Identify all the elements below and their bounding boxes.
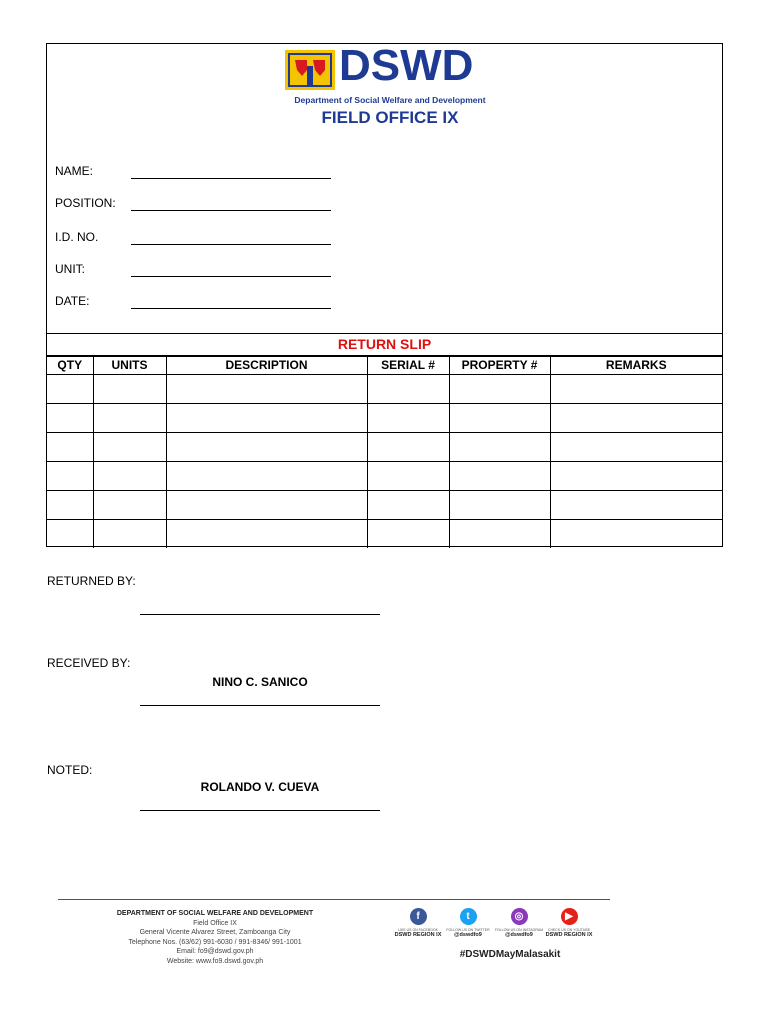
- dswd-emblem-icon: [285, 50, 335, 90]
- returned-by-signature-line[interactable]: [140, 614, 380, 615]
- table-cell[interactable]: [47, 462, 93, 491]
- facebook-icon: f: [410, 908, 427, 925]
- table-cell[interactable]: [550, 491, 722, 520]
- items-table: [47, 355, 722, 548]
- dswd-logo: [285, 41, 495, 127]
- table-cell[interactable]: [550, 462, 722, 491]
- table-cell[interactable]: [166, 462, 367, 491]
- table-cell[interactable]: [166, 404, 367, 433]
- table-cell[interactable]: [449, 433, 550, 462]
- table-cell[interactable]: [93, 404, 166, 433]
- table-cell[interactable]: [550, 520, 722, 549]
- logo-subtitle: Department of Social Welfare and Development: [294, 95, 486, 105]
- table-row: [47, 462, 722, 491]
- table-header-row: [47, 356, 722, 375]
- noted-by-name: ROLANDO V. CUEVA: [200, 780, 320, 794]
- table-cell[interactable]: [449, 491, 550, 520]
- position-input-line[interactable]: [131, 210, 331, 211]
- field-name: [55, 164, 345, 184]
- table-cell[interactable]: [449, 404, 550, 433]
- table-cell[interactable]: [367, 375, 449, 404]
- table-cell[interactable]: [166, 520, 367, 549]
- footer-contact-info: [70, 909, 360, 967]
- table-cell[interactable]: [166, 491, 367, 520]
- table-cell[interactable]: [550, 404, 722, 433]
- date-input-line[interactable]: [131, 308, 331, 309]
- column-header-serial: SERIAL #: [367, 356, 449, 375]
- social-handle: DSWD REGION IX: [545, 932, 593, 938]
- table-cell[interactable]: [550, 375, 722, 404]
- footer-office: Field Office IX: [193, 919, 237, 927]
- social-handle: DSWD REGION IX: [394, 932, 442, 938]
- social-youtube[interactable]: [539, 908, 599, 939]
- logo-text: DSWD: [339, 41, 474, 90]
- field-date: [55, 294, 345, 314]
- field-unit: [55, 262, 345, 282]
- social-caption: LIKE US ON FACEBOOK: [398, 928, 438, 932]
- field-position: [55, 196, 345, 216]
- column-header-description: DESCRIPTION: [166, 356, 367, 375]
- table-cell[interactable]: [166, 375, 367, 404]
- footer-hashtag: #DSWDMayMalasakit: [459, 949, 561, 960]
- table-cell[interactable]: [93, 433, 166, 462]
- footer-telephone: Telephone Nos. (63/62) 991-6030 / 991-8346/ 991-1001: [128, 938, 302, 946]
- social-caption: FOLLOW US ON INSTAGRAM: [494, 928, 544, 932]
- table-row: [47, 520, 722, 549]
- instagram-icon: ◎: [511, 908, 528, 925]
- table-cell[interactable]: [93, 462, 166, 491]
- field-label-date: DATE:: [55, 294, 90, 308]
- column-header-units: UNITS: [93, 356, 166, 375]
- table-cell[interactable]: [93, 520, 166, 549]
- social-handle: @dswdfo9: [454, 932, 482, 938]
- table-cell[interactable]: [449, 520, 550, 549]
- youtube-icon: ▶: [561, 908, 578, 925]
- column-header-remarks: REMARKS: [550, 356, 722, 375]
- table-cell[interactable]: [449, 375, 550, 404]
- table-cell[interactable]: [47, 520, 93, 549]
- table-cell[interactable]: [93, 491, 166, 520]
- social-handle: @dswdfo9: [505, 932, 533, 938]
- noted-signature-line[interactable]: [140, 810, 380, 811]
- table-row: [47, 491, 722, 520]
- unit-input-line[interactable]: [131, 276, 331, 277]
- table-cell[interactable]: [367, 433, 449, 462]
- table-cell[interactable]: [449, 462, 550, 491]
- table-cell[interactable]: [47, 404, 93, 433]
- social-caption: FOLLOW US ON TWITTER: [446, 928, 490, 932]
- table-cell[interactable]: [166, 433, 367, 462]
- column-header-qty: QTY: [47, 356, 93, 375]
- table-cell[interactable]: [47, 433, 93, 462]
- social-caption: CHECK US ON YOUTUBE: [547, 928, 591, 932]
- field-id-no: [55, 230, 345, 250]
- table-cell[interactable]: [367, 520, 449, 549]
- field-label-id-no: I.D. NO.: [55, 230, 99, 244]
- twitter-icon: t: [460, 908, 477, 925]
- table-cell[interactable]: [367, 462, 449, 491]
- return-slip-form: [46, 43, 723, 547]
- table-row: [47, 433, 722, 462]
- footer-divider: [58, 899, 610, 900]
- table-cell[interactable]: [550, 433, 722, 462]
- table-cell[interactable]: [47, 491, 93, 520]
- field-office-title: FIELD OFFICE IX: [321, 108, 459, 127]
- table-row: [47, 375, 722, 404]
- name-input-line[interactable]: [131, 178, 331, 179]
- column-header-property: PROPERTY #: [449, 356, 550, 375]
- footer-org-name: DEPARTMENT OF SOCIAL WELFARE AND DEVELOPMENT: [116, 910, 314, 917]
- table-cell[interactable]: [367, 404, 449, 433]
- received-by-name: NINO C. SANICO: [212, 675, 308, 689]
- field-label-name: NAME:: [55, 164, 94, 178]
- field-label-unit: UNIT:: [55, 262, 85, 276]
- return-slip-title: RETURN SLIP: [47, 333, 722, 357]
- field-label-position: POSITION:: [55, 196, 116, 210]
- returned-by-label: RETURNED BY:: [47, 574, 136, 588]
- received-by-signature-line[interactable]: [140, 705, 380, 706]
- footer-email[interactable]: Email: fo9@dswd.gov.ph: [176, 948, 254, 956]
- table-cell[interactable]: [47, 375, 93, 404]
- table-cell[interactable]: [93, 375, 166, 404]
- table-cell[interactable]: [367, 491, 449, 520]
- footer-website[interactable]: Website: www.fo9.dswd.gov.ph: [166, 957, 264, 965]
- id-no-input-line[interactable]: [131, 244, 331, 245]
- footer-address: General Vicente Alvarez Street, Zamboanga City: [139, 929, 291, 937]
- noted-label: NOTED:: [47, 763, 93, 777]
- table-row: [47, 404, 722, 433]
- received-by-label: RECEIVED BY:: [47, 656, 131, 670]
